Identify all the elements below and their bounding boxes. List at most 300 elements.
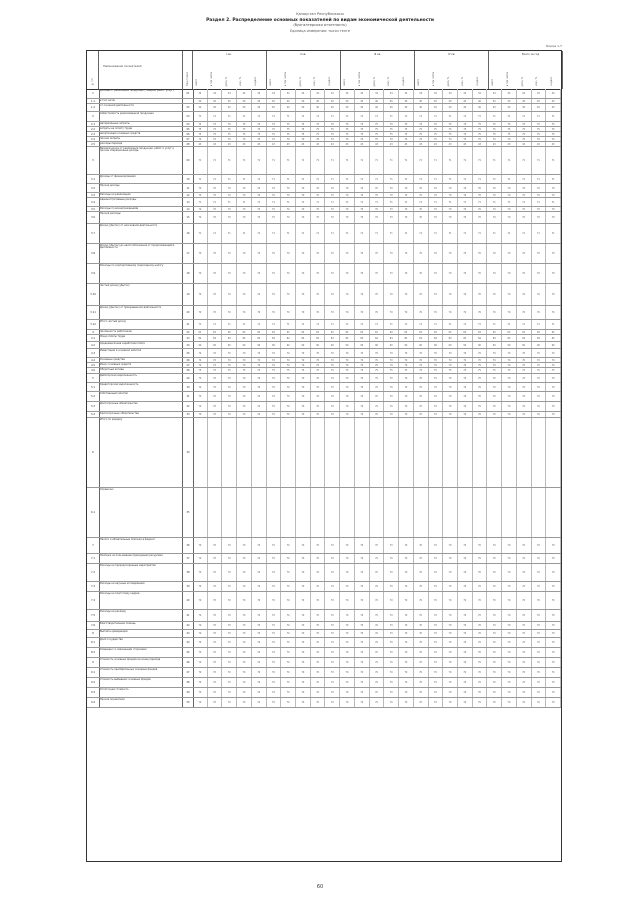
row-code: 21 (183, 320, 194, 329)
row-code: 19 (183, 284, 194, 305)
row-value-cell: 70 (458, 698, 473, 707)
row-value-cell: 70 (208, 284, 223, 305)
row-value-cell: 70 (473, 688, 488, 697)
row-value-cell: 70 (208, 264, 223, 283)
row-value-cell: 70 (208, 678, 223, 687)
row-value-cell: 70 (370, 244, 385, 263)
table-row (87, 582, 561, 592)
row-code: 25 (183, 349, 194, 357)
row-value-cell: 75 (193, 368, 208, 373)
row-value-cell: 75 (355, 127, 370, 131)
row-value-cell (414, 418, 429, 487)
row-value-cell: 70 (502, 610, 517, 621)
row-number: 2.4 (87, 137, 100, 141)
row-value-cell: 43 (384, 142, 399, 146)
table-row (87, 630, 561, 638)
row-value-cell: 70 (267, 564, 282, 581)
row-value-cell: 70 (384, 564, 399, 581)
row-value-cell: 70 (546, 610, 561, 621)
row-value-cell: 70 (502, 538, 517, 553)
row-number: 1.1 (87, 99, 100, 103)
row-value-cell: 71 (399, 198, 414, 206)
row-value-cell: 70 (414, 349, 429, 357)
row-value-cell: 71 (473, 224, 488, 243)
row-value-cell: 70 (355, 648, 370, 657)
row-value-cell: 70 (340, 610, 355, 621)
row-value-cell: 70 (208, 610, 223, 621)
row-value-cell: 70 (532, 264, 547, 283)
row-value-cell: 71 (325, 112, 340, 121)
row-value-cell: 43 (502, 142, 517, 146)
row-value-cell: 70 (502, 668, 517, 677)
row-value-cell: 40 (208, 104, 223, 111)
row-value-cell: 70 (252, 412, 267, 417)
row-value-cell: 70 (384, 538, 399, 553)
row-value-cell: 71 (340, 320, 355, 329)
row-value-cell: 71 (370, 175, 385, 183)
row-value-cell: 70 (311, 678, 326, 687)
row-value-cell (370, 418, 385, 487)
row-value-cell: 84 (487, 335, 502, 341)
row-value-cell: 40 (473, 99, 488, 103)
row-value-cell: 70 (458, 582, 473, 591)
row-value-cell: 75 (458, 368, 473, 373)
row-name: Стоимость выбывших основных фондов (99, 678, 183, 687)
row-value-cell: 70 (487, 412, 502, 417)
row-value-cell: 70 (399, 554, 414, 563)
table-row (87, 374, 561, 383)
row-value-cell: 70 (429, 622, 444, 629)
row-value-cell: 71 (414, 224, 429, 243)
column-group (193, 51, 267, 89)
row-value-cell: 70 (252, 630, 267, 637)
row-value-cell: 70 (370, 137, 385, 141)
row-code: 12 (183, 193, 194, 197)
row-value-cell: 70 (502, 207, 517, 211)
row-value-cell: 70 (370, 193, 385, 197)
row-code: 29 (183, 374, 194, 382)
table-row (87, 112, 561, 122)
row-value-cell (222, 488, 237, 537)
row-value-cell: 70 (487, 668, 502, 677)
row-value-cell: 62 (532, 330, 547, 334)
row-value-cell: 70 (546, 658, 561, 667)
row-value-cell: 40 (237, 99, 252, 103)
row-number: 5 (87, 374, 100, 382)
row-value-cell: 70 (281, 193, 296, 197)
row-value-cell: 70 (429, 284, 444, 305)
row-value-cell: 70 (252, 698, 267, 707)
row-value-cell: 71 (193, 320, 208, 329)
row-value-cell (399, 488, 414, 537)
row-value-cell: 71 (355, 147, 370, 174)
row-name: Выплаты дивидендов (99, 630, 183, 637)
row-value-cell: 71 (193, 112, 208, 121)
row-value-cell: 70 (208, 374, 223, 382)
row-value-cell: 70 (399, 688, 414, 697)
row-value-cell: 70 (237, 207, 252, 211)
row-values (193, 418, 561, 487)
row-value-cell: 70 (193, 638, 208, 647)
row-value-cell: 34 (340, 89, 355, 98)
row-value-cell: 70 (193, 264, 208, 283)
row-value-cell: 40 (222, 99, 237, 103)
table-row (87, 564, 561, 582)
row-values (193, 564, 561, 581)
row-value-cell: 75 (517, 122, 532, 126)
row-value-cell: 70 (429, 363, 444, 367)
row-value-cell: 71 (355, 175, 370, 183)
row-value-cell: 70 (429, 264, 444, 283)
row-value-cell: 71 (414, 112, 429, 121)
row-value-cell: 70 (237, 244, 252, 263)
row-value-cell: 70 (532, 610, 547, 621)
row-value-cell: 70 (296, 374, 311, 382)
row-value-cell: 75 (502, 122, 517, 126)
row-value-cell: 70 (325, 698, 340, 707)
row-value-cell: 40 (208, 99, 223, 103)
row-value-cell: 70 (370, 630, 385, 637)
sub-column-label: изм., % (239, 77, 243, 86)
row-value-cell: 71 (443, 112, 458, 121)
row-value-cell (355, 488, 370, 537)
row-value-cell: 40 (281, 104, 296, 111)
row-value-cell: 70 (325, 212, 340, 223)
row-value-cell: 70 (458, 592, 473, 609)
row-value-cell: 90 (296, 342, 311, 348)
row-value-cell: 70 (222, 212, 237, 223)
row-value-cell (193, 418, 208, 487)
row-value-cell: 70 (281, 564, 296, 581)
row-value-cell: 70 (222, 137, 237, 141)
row-value-cell: 70 (370, 638, 385, 647)
row-value-cell: 70 (443, 648, 458, 657)
col-number-header (87, 51, 99, 89)
row-number: 5.4 (87, 412, 100, 417)
row-value-cell: 40 (193, 99, 208, 103)
row-value-cell: 70 (193, 363, 208, 367)
row-name: Фонд оплаты труда (99, 335, 183, 341)
row-value-cell: 71 (267, 320, 282, 329)
sub-column-label: доля, % (298, 76, 302, 86)
row-code: 10 (183, 175, 194, 183)
row-values (193, 638, 561, 647)
row-value-cell: 71 (193, 175, 208, 183)
row-value-cell: 70 (311, 358, 326, 362)
row-value-cell: 71 (429, 320, 444, 329)
row-values (193, 392, 561, 401)
row-value-cell: 70 (193, 358, 208, 362)
row-value-cell (532, 418, 547, 487)
row-value-cell: 70 (355, 184, 370, 192)
row-value-cell: 70 (546, 363, 561, 367)
sub-column-label: индекс (402, 77, 406, 86)
row-value-cell: 70 (340, 412, 355, 417)
row-value-cell: 70 (487, 610, 502, 621)
row-value-cell: 70 (429, 582, 444, 591)
row-value-cell (222, 418, 237, 487)
row-value-cell: 40 (370, 104, 385, 111)
row-value-cell: 70 (267, 349, 282, 357)
row-value-cell: 70 (252, 193, 267, 197)
row-value-cell: 70 (325, 622, 340, 629)
row-values (193, 147, 561, 174)
row-value-cell: 70 (208, 207, 223, 211)
row-value-cell: 70 (296, 193, 311, 197)
row-values (193, 104, 561, 111)
row-name: в том числе (99, 99, 183, 103)
row-value-cell: 70 (384, 554, 399, 563)
column-group-label: I кв. (226, 53, 232, 56)
row-name: Оборотные активы (99, 368, 183, 373)
row-value-cell: 40 (252, 104, 267, 111)
row-value-cell: 70 (237, 363, 252, 367)
row-value-cell: 70 (267, 363, 282, 367)
row-value-cell: 70 (532, 349, 547, 357)
row-value-cell: 70 (414, 244, 429, 263)
row-value-cell: 70 (532, 193, 547, 197)
row-value-cell: 70 (340, 306, 355, 319)
row-value-cell: 70 (517, 392, 532, 401)
row-value-cell: 75 (429, 127, 444, 131)
row-value-cell: 34 (546, 89, 561, 98)
row-values (193, 412, 561, 417)
row-value-cell: 40 (443, 99, 458, 103)
row-value-cell: 70 (399, 648, 414, 657)
row-value-cell: 70 (267, 582, 282, 591)
row-value-cell (546, 488, 561, 537)
row-value-cell: 71 (487, 147, 502, 174)
row-value-cell: 70 (473, 212, 488, 223)
row-value-cell: 70 (311, 284, 326, 305)
row-value-cell: 70 (237, 349, 252, 357)
row-value-cell: 70 (546, 648, 561, 657)
row-value-cell (237, 488, 252, 537)
table-row (87, 392, 561, 402)
row-value-cell: 70 (399, 582, 414, 591)
row-value-cell: 70 (193, 592, 208, 609)
row-number: 3.9 (87, 264, 100, 283)
row-value-cell: 75 (311, 368, 326, 373)
row-value-cell: 40 (281, 99, 296, 103)
row-value-cell: 70 (370, 212, 385, 223)
row-value-cell: 84 (370, 335, 385, 341)
row-value-cell (443, 418, 458, 487)
row-value-cell: 70 (429, 349, 444, 357)
row-value-cell: 75 (384, 122, 399, 126)
row-number: 4.4 (87, 358, 100, 362)
row-value-cell: 70 (311, 137, 326, 141)
sub-column-label: изм., % (313, 77, 317, 86)
row-value-cell (311, 418, 326, 487)
row-value-cell: 70 (443, 668, 458, 677)
row-value-cell: 70 (502, 383, 517, 391)
row-name: амортизация основных средств (99, 132, 183, 136)
row-value-cell: 70 (532, 374, 547, 382)
row-value-cell: 70 (252, 592, 267, 609)
table-row (87, 402, 561, 412)
row-value-cell: 70 (458, 554, 473, 563)
row-value-cell: 71 (429, 198, 444, 206)
row-value-cell: 70 (399, 358, 414, 362)
row-value-cell: 70 (370, 349, 385, 357)
row-value-cell: 75 (252, 122, 267, 126)
row-value-cell: 62 (370, 330, 385, 334)
row-value-cell: 70 (237, 554, 252, 563)
row-value-cell: 70 (281, 688, 296, 697)
row-value-cell: 70 (546, 630, 561, 637)
row-name: Налоги и обязательные платежи в бюджет (99, 538, 183, 553)
sub-column-label: индекс (550, 77, 554, 86)
row-value-cell: 71 (458, 224, 473, 243)
sub-column-label: изм., % (535, 77, 539, 86)
row-value-cell: 71 (340, 112, 355, 121)
row-value-cell: 70 (296, 648, 311, 657)
row-value-cell: 70 (443, 358, 458, 362)
row-values (193, 630, 561, 637)
row-value-cell: 75 (399, 368, 414, 373)
sub-column-label: в том числе (283, 71, 287, 86)
row-value-cell: 70 (502, 678, 517, 687)
row-value-cell: 40 (325, 99, 340, 103)
row-value-cell: 70 (370, 412, 385, 417)
row-value-cell: 75 (237, 132, 252, 136)
row-value-cell: 34 (458, 89, 473, 98)
column-group (341, 51, 415, 89)
row-value-cell: 70 (296, 402, 311, 411)
row-code: 49 (183, 688, 194, 697)
row-value-cell: 70 (193, 538, 208, 553)
row-value-cell: 71 (502, 175, 517, 183)
row-code: 07 (183, 137, 194, 141)
row-value-cell: 70 (237, 688, 252, 697)
row-value-cell: 90 (546, 342, 561, 348)
row-value-cell: 71 (281, 112, 296, 121)
sub-column-label: в том числе (505, 71, 509, 86)
row-value-cell: 34 (208, 89, 223, 98)
row-value-cell: 70 (384, 264, 399, 283)
row-value-cell: 75 (384, 127, 399, 131)
row-value-cell: 71 (208, 175, 223, 183)
row-value-cell: 71 (384, 224, 399, 243)
row-value-cell: 70 (281, 244, 296, 263)
row-value-cell: 70 (487, 212, 502, 223)
row-value-cell: 71 (443, 198, 458, 206)
row-value-cell: 70 (399, 137, 414, 141)
row-value-cell: 40 (296, 104, 311, 111)
row-number: 9.3 (87, 688, 100, 697)
row-value-cell: 70 (252, 207, 267, 211)
row-value-cell: 70 (208, 638, 223, 647)
row-name: Среднемесячная заработная плата (99, 342, 183, 348)
row-value-cell: 70 (325, 688, 340, 697)
row-value-cell: 70 (384, 622, 399, 629)
row-values (193, 207, 561, 211)
row-value-cell: 40 (414, 99, 429, 103)
row-value-cell: 62 (222, 330, 237, 334)
row-value-cell: 40 (384, 99, 399, 103)
row-value-cell: 70 (517, 610, 532, 621)
row-value-cell: 70 (193, 137, 208, 141)
table-row (87, 224, 561, 244)
row-value-cell: 34 (222, 89, 237, 98)
row-value-cell: 70 (517, 244, 532, 263)
row-value-cell: 84 (296, 335, 311, 341)
row-value-cell: 70 (517, 402, 532, 411)
row-value-cell: 75 (546, 122, 561, 126)
row-value-cell: 70 (487, 137, 502, 141)
row-value-cell: 70 (473, 582, 488, 591)
row-value-cell: 70 (517, 668, 532, 677)
row-value-cell: 70 (487, 592, 502, 609)
row-value-cell: 71 (487, 112, 502, 121)
table-row (87, 383, 561, 392)
row-value-cell: 70 (267, 264, 282, 283)
row-value-cell: 71 (414, 320, 429, 329)
row-value-cell: 70 (473, 698, 488, 707)
row-value-cell: 70 (546, 284, 561, 305)
row-value-cell: 70 (399, 264, 414, 283)
row-value-cell: 70 (384, 638, 399, 647)
row-value-cell: 70 (473, 412, 488, 417)
row-value-cell: 70 (222, 207, 237, 211)
row-value-cell: 43 (473, 142, 488, 146)
row-value-cell: 71 (267, 147, 282, 174)
row-value-cell: 70 (325, 193, 340, 197)
row-value-cell: 70 (267, 412, 282, 417)
row-value-cell: 70 (532, 207, 547, 211)
row-number: 8.1 (87, 638, 100, 647)
row-value-cell: 70 (414, 688, 429, 697)
row-code: 45 (183, 648, 194, 657)
row-value-cell: 70 (370, 207, 385, 211)
row-value-cell: 71 (443, 175, 458, 183)
row-value-cell: 70 (370, 402, 385, 411)
row-value-cell: 70 (473, 648, 488, 657)
row-value-cell: 75 (546, 132, 561, 136)
row-value-cell: 70 (340, 392, 355, 401)
row-value-cell: 71 (429, 112, 444, 121)
row-value-cell: 71 (281, 198, 296, 206)
row-value-cell: 70 (208, 137, 223, 141)
row-value-cell: 70 (429, 678, 444, 687)
row-value-cell: 70 (473, 137, 488, 141)
row-value-cell: 75 (355, 122, 370, 126)
row-value-cell: 70 (208, 554, 223, 563)
row-value-cell: 71 (399, 224, 414, 243)
row-value-cell: 70 (473, 678, 488, 687)
row-value-cell: 70 (429, 244, 444, 263)
row-value-cell: 90 (340, 342, 355, 348)
row-value-cell: 70 (502, 412, 517, 417)
row-value-cell: 62 (473, 330, 488, 334)
row-value-cell: 70 (237, 610, 252, 621)
row-value-cell: 75 (267, 122, 282, 126)
row-value-cell: 71 (458, 198, 473, 206)
table-row (87, 175, 561, 184)
row-value-cell: 43 (532, 142, 547, 146)
row-value-cell: 70 (399, 658, 414, 667)
row-value-cell: 70 (384, 306, 399, 319)
row-value-cell: 70 (340, 592, 355, 609)
row-value-cell (281, 488, 296, 537)
row-value-cell: 70 (546, 538, 561, 553)
row-value-cell: 70 (325, 264, 340, 283)
row-values (193, 193, 561, 197)
row-value-cell: 71 (281, 224, 296, 243)
row-value-cell: 70 (532, 554, 547, 563)
row-value-cell: 70 (222, 698, 237, 707)
